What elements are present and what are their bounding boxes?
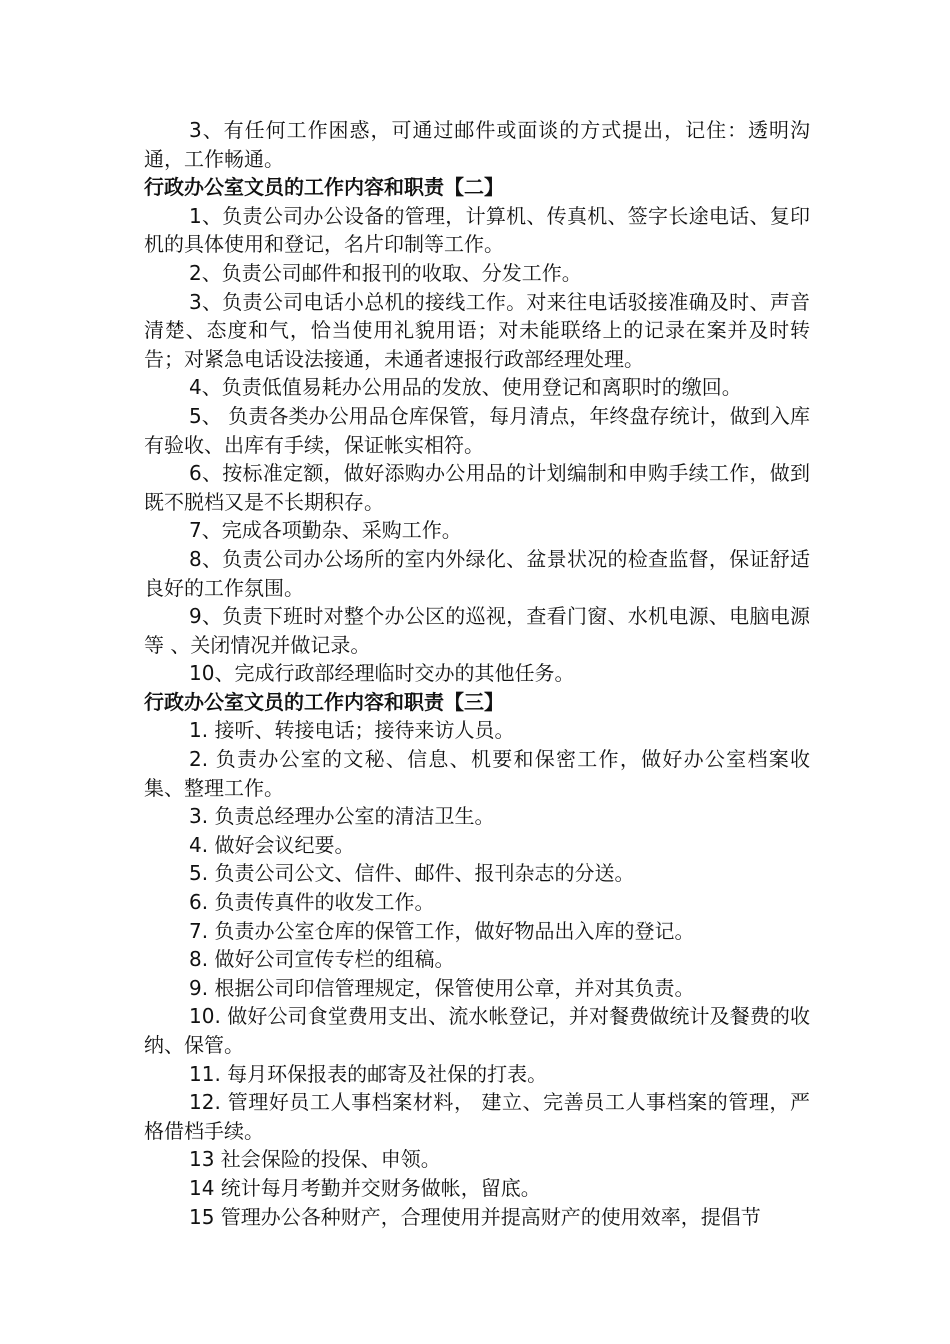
paragraph: 5、 负责各类办公用品仓库保管，每月清点，年终盘存统计，做到入库有验收、出库有手续，保证帐实相符。	[144, 403, 810, 457]
paragraph: 12. 管理好员工人事档案材料， 建立、完善员工人事档案的管理，严格借档手续。	[144, 1090, 810, 1143]
paragraph: 11. 每月环保报表的邮寄及社保的打表。	[189, 1061, 548, 1086]
paragraph: 13 社会保险的投保、申领。	[189, 1147, 441, 1172]
paragraph: 1、负责公司办公设备的管理，计算机、传真机、签字长途电话、复印机的具体使用和登记，名片印制等工作。	[144, 203, 810, 257]
paragraph: 6. 负责传真件的收发工作。	[189, 890, 435, 915]
paragraph: 1. 接听、转接电话；接待来访人员。	[189, 718, 515, 743]
document-body	[144, 116, 810, 1231]
paragraph: 7、完成各项勤杂、采购工作。	[189, 518, 462, 543]
paragraph: 8、负责公司办公场所的室内外绿化、盆景状况的检查监督，保证舒适良好的工作氛围。	[144, 546, 810, 600]
paragraph: 15 管理办公各种财产，合理使用并提高财产的使用效率，提倡节	[189, 1204, 761, 1229]
paragraph: 5. 负责公司公文、信件、邮件、报刊杂志的分送。	[189, 861, 635, 886]
paragraph: 2. 负责办公室的文秘、信息、机要和保密工作，做好办公室档案收集、整理工作。	[144, 747, 810, 800]
paragraph: 8. 做好公司宣传专栏的组稿。	[189, 947, 455, 972]
paragraph: 3. 负责总经理办公室的清洁卫生。	[189, 804, 495, 829]
paragraph: 7. 负责办公室仓库的保管工作，做好物品出入库的登记。	[189, 918, 695, 943]
paragraph: 10. 做好公司食堂费用支出、流水帐登记，并对餐费做统计及餐费的收纳、保管。	[144, 1004, 810, 1057]
paragraph: 14 统计每月考勤并交财务做帐，留底。	[189, 1175, 541, 1200]
paragraph: 3、负责公司电话小总机的接线工作。对来往电话驳接准确及时、声音清楚、态度和气，恰当使用礼貌用语；对未能联络上的记录在案并及时转告；对紧急电话设法接通，未通者速报行政部经理处理。	[144, 289, 810, 371]
paragraph: 6、按标准定额，做好添购办公用品的计划编制和申购手续工作，做到既不脱档又是不长期积存。	[144, 461, 810, 514]
paragraph: 9. 根据公司印信管理规定，保管使用公章，并对其负责。	[189, 975, 695, 1000]
paragraph: 4. 做好会议纪要。	[189, 832, 355, 857]
paragraph: 3、有任何工作困惑，可通过邮件或面谈的方式提出，记住：透明沟通，工作畅通。	[144, 118, 810, 171]
section-heading: 行政办公室文员的工作内容和职责【三】	[144, 689, 504, 714]
paragraph: 4、负责低值易耗办公用品的发放、使用登记和离职时的缴回。	[189, 375, 742, 400]
paragraph: 10、完成行政部经理临时交办的其他任务。	[189, 661, 575, 686]
paragraph: 9、负责下班时对整个办公区的巡视，查看门窗、水机电源、电脑电源等 、关闭情况并做记录。	[144, 604, 810, 657]
section-heading: 行政办公室文员的工作内容和职责【二】	[144, 175, 504, 200]
paragraph: 2、负责公司邮件和报刊的收取、分发工作。	[189, 260, 582, 285]
